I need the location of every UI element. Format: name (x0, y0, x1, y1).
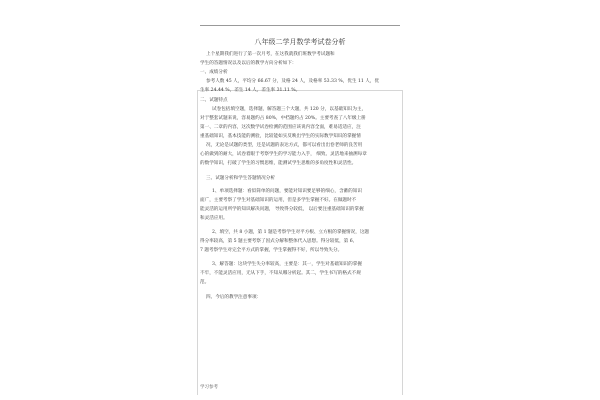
body-line: 3、解答题：这块学生失分率较高，主要是：其一，学生对基础知识的掌握 (212, 262, 362, 267)
body-line: 得分率较高，第 5 题主要考察了因式分解和整体代入思想。得分较低，第 6、 (200, 239, 358, 244)
header-rule (200, 25, 400, 26)
body-line: 不牢，不能灵活应用，无从下手，不知从哪分析起。其二，学生书写的格式不规 (200, 271, 361, 276)
body-line: 心的做到的耐大，试卷着眼于考察学生的学习能力入手， 细致、灵活地来抽测每章 (200, 152, 367, 157)
section-frame-left (197, 90, 198, 395)
section-frame-right (402, 90, 403, 395)
body-line: 范。 (200, 280, 210, 285)
body-line: 况，无论是试题的类型，还是试题的表达方式，都可以看出出卷老师的良苦用 (206, 143, 363, 148)
body-line: 的数学知识，打破了学生的习惯思维，能测试学生思维的多角度性和灵活性。 (200, 161, 357, 166)
body-line: 参考人数 45 人，平均分 66.67 分，及格 24 人，及格率 53.33 %，优生 11 人，优 (206, 79, 380, 84)
document-body (200, 50, 400, 302)
body-line: 2、填空，共 8 小题，第 1 题是考察学生对平方根、立方根的掌握情况，这题 (212, 230, 370, 235)
section-heading: 二、试题特点 (200, 98, 228, 103)
section-heading: 一、成绩分析 (200, 70, 228, 75)
body-line: 7 题考察学生对完全平方式的掌握，学生掌握得不好，所以导致失分。 (200, 248, 343, 253)
body-line: 生率 24.44 %，差生 14 人，差生率 31.11 %。 (200, 88, 301, 93)
body-line: 面广，主要考察了学生对基础知识的运用，但是多学生掌握不好。在做题时不 (200, 198, 357, 203)
page-footer: 学习参考 (200, 385, 218, 390)
section-heading: 三、试题分析和学生答题情况分析 (206, 176, 275, 181)
section-heading: 四、今后的教学注意事项： (206, 295, 262, 300)
body-line: 学生的答题情况以及以后的教学方向分析如下： (200, 61, 297, 66)
body-line: 和灵活应用。 (200, 216, 228, 221)
body-line: 能灵活的运用所学的知识解决问题， 导致得分较低， 以后要注重基础知识的掌握 (200, 207, 364, 212)
body-line: 1、单项选择题：看似简单的问题，要能对知识要足够的细心，含蓄的知识 (212, 189, 362, 194)
body-line: 第一、二章的内容，这次数学试卷检测的范围应该说内容全面，难易适适应，注 (200, 125, 361, 130)
page-title: 八年级二学月数学考试卷分析 (254, 38, 346, 46)
body-line: 上个星期我们进行了第一次月考，在这我就我们班数学考试题和 (206, 52, 335, 57)
body-line: 试卷包括填空题，选择题，解答题三个大题，共 120 分，以基础知识为主， (212, 107, 367, 112)
body-line: 对于整套试题来说，容易题约占 80%，中档题约占 20%。主要考查了八年级上册 (200, 116, 366, 121)
body-line: 重基础知识，基本技能的测验，比较能如实反映出学生的实际数学知识的掌握情 (200, 134, 361, 139)
